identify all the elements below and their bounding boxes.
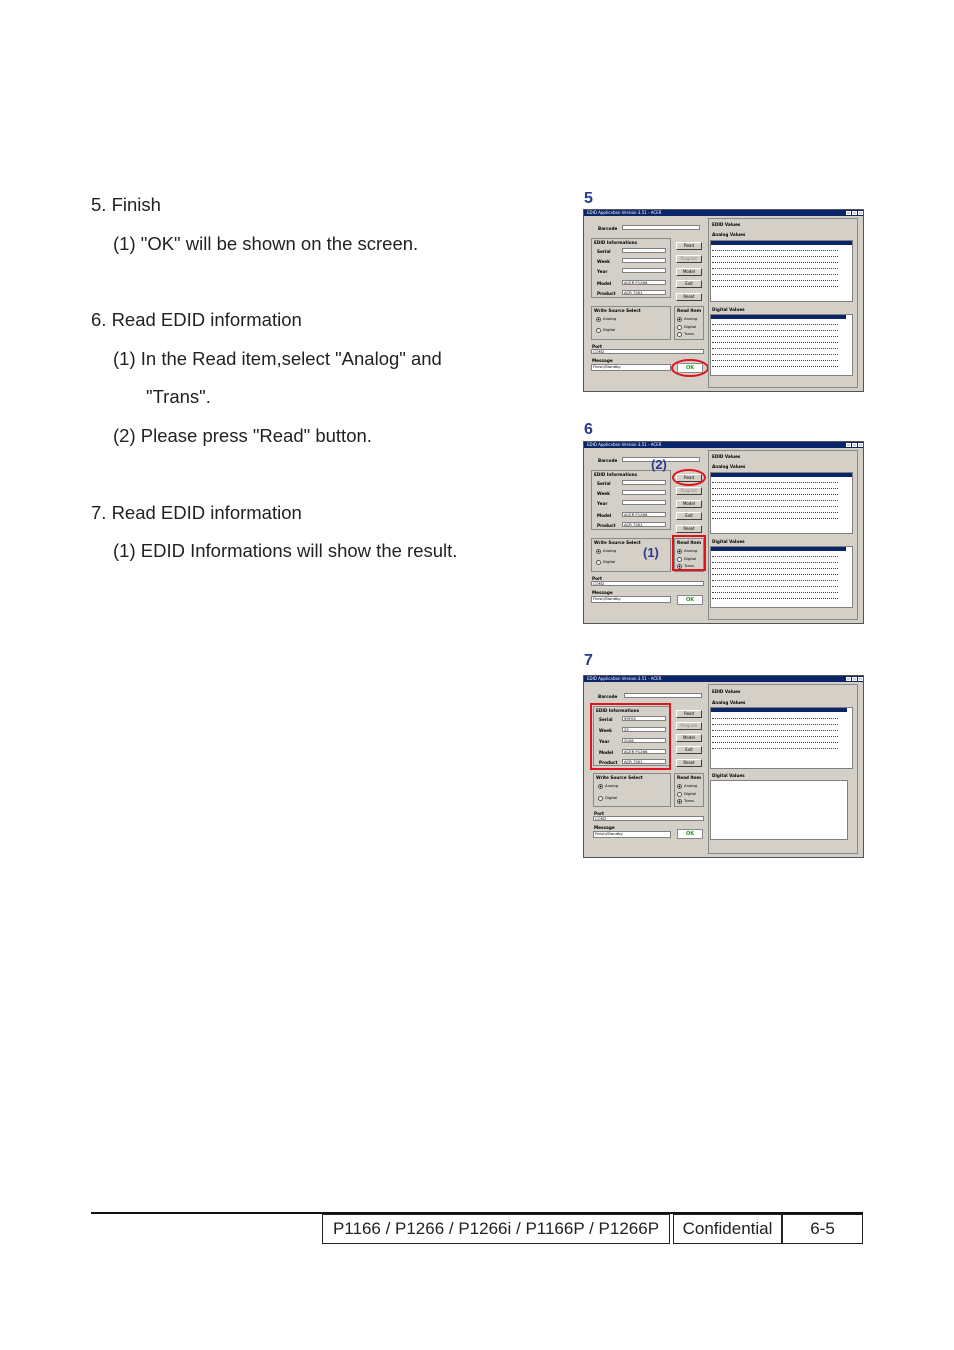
- digital-values-label: Digital Values: [712, 539, 745, 544]
- model-label: Model: [597, 281, 612, 286]
- edid-info-highlight-rect: [590, 703, 671, 770]
- analog-hex-header: [711, 241, 852, 245]
- hex-row: [712, 262, 838, 265]
- edid-values-label: EDID Values: [712, 689, 741, 694]
- hex-row: [712, 274, 838, 277]
- analog-hex-header: [711, 708, 847, 712]
- step5-item1: (1) "OK" will be shown on the screen.: [113, 233, 419, 254]
- read-item-label: Read Item: [677, 775, 702, 780]
- callout-2: (2): [651, 457, 667, 472]
- digital-values-label: Digital Values: [712, 307, 745, 312]
- ok-indicator: OK: [677, 363, 703, 373]
- model-field: ACER P1266: [622, 512, 666, 517]
- hex-row: [712, 518, 838, 521]
- read-highlight-oval: [672, 469, 706, 486]
- model-button[interactable]: Model: [676, 734, 702, 742]
- year-field: [622, 500, 666, 505]
- message-field: Finish/Standby: [593, 831, 671, 838]
- close-icon: [858, 443, 863, 447]
- week-label: Week: [597, 259, 610, 264]
- edid-values-label: EDID Values: [712, 454, 741, 459]
- digital-radio[interactable]: Digital: [598, 795, 617, 801]
- model-button[interactable]: Model: [676, 268, 702, 276]
- product-field: ACR 7001: [622, 522, 666, 527]
- digital-hex-grid: [710, 780, 848, 840]
- serial-label: Serial: [599, 717, 613, 722]
- step6-item1-line1: (1) In the Read item,select "Analog" and: [113, 348, 442, 369]
- hex-row: [712, 250, 838, 253]
- read-analog-radio[interactable]: Analog: [677, 548, 697, 554]
- write-source-label: Write Source Select: [594, 540, 641, 545]
- analog-values-label: Analog Values: [712, 700, 746, 705]
- reset-button[interactable]: Reset: [676, 759, 702, 767]
- reset-button[interactable]: Reset: [676, 293, 702, 301]
- hex-row: [712, 580, 838, 583]
- write-source-label: Write Source Select: [596, 775, 643, 780]
- figure-5-number: 5: [584, 190, 593, 207]
- program-button[interactable]: Program: [676, 487, 702, 495]
- exit-button[interactable]: Exit: [676, 280, 702, 288]
- read-button[interactable]: Read: [676, 710, 702, 718]
- barcode-label: Barcode: [598, 458, 618, 463]
- minimize-icon: [846, 211, 851, 215]
- window-titlebar: EDID Application Version:3.51 - ACER: [584, 676, 863, 682]
- hex-row: [712, 256, 838, 259]
- barcode-input: [624, 693, 702, 698]
- year-label: Year: [597, 501, 608, 506]
- hex-row: [712, 742, 838, 745]
- barcode-label: Barcode: [598, 226, 618, 231]
- hex-row: [712, 286, 838, 289]
- analog-radio[interactable]: Analog: [596, 548, 616, 554]
- hex-row: [712, 574, 838, 577]
- analog-values-label: Analog Values: [712, 464, 746, 469]
- year-field: [622, 268, 666, 273]
- step7-heading: 7. Read EDID information: [91, 502, 302, 523]
- serial-label: Serial: [597, 249, 611, 254]
- hex-row: [712, 736, 838, 739]
- week-field: 25: [622, 727, 666, 732]
- hex-row: [712, 748, 838, 751]
- footer-confidential: Confidential: [673, 1214, 782, 1244]
- hex-row: [712, 348, 838, 351]
- serial-field: [622, 480, 666, 485]
- hex-row: [712, 592, 838, 595]
- window-titlebar: EDID Application Version:3.51 - ACER: [584, 442, 863, 448]
- week-label: Week: [599, 728, 612, 733]
- port-label: Port: [592, 344, 603, 349]
- message-label: Message: [592, 590, 613, 595]
- hex-row: [712, 330, 838, 333]
- digital-values-label: Digital Values: [712, 773, 745, 778]
- analog-radio[interactable]: Analog: [596, 316, 616, 322]
- screenshot-5: [583, 209, 864, 392]
- maximize-icon: [852, 677, 857, 681]
- analog-radio[interactable]: Analog: [598, 783, 618, 789]
- week-label: Week: [597, 491, 610, 496]
- year-field: 2008: [622, 738, 666, 743]
- exit-button[interactable]: Exit: [676, 512, 702, 520]
- program-button[interactable]: Program: [676, 722, 702, 730]
- serial-label: Serial: [597, 481, 611, 486]
- hex-row: [712, 488, 838, 491]
- serial-field: 99F05: [622, 716, 666, 721]
- close-icon: [858, 677, 863, 681]
- message-label: Message: [594, 825, 615, 830]
- edid-info-label: EDID Informations: [594, 472, 638, 477]
- read-item-label: Read Item: [677, 540, 702, 545]
- step6-item1-line2: "Trans".: [146, 386, 211, 407]
- hex-row: [712, 482, 838, 485]
- message-field: Finish/Standby: [591, 596, 671, 603]
- hex-row: [712, 724, 838, 727]
- digital-hex-header: [711, 547, 846, 551]
- step6-item2: (2) Please press "Read" button.: [113, 425, 372, 446]
- read-digital-radio[interactable]: Digital: [677, 556, 696, 562]
- callout-1: (1): [643, 545, 659, 560]
- product-field: ACR 7001: [622, 759, 666, 764]
- week-field: [622, 258, 666, 263]
- digital-radio[interactable]: Digital: [596, 559, 615, 565]
- read-analog-radio[interactable]: Analog: [677, 783, 697, 789]
- maximize-icon: [852, 211, 857, 215]
- ok-highlight-oval: [671, 359, 709, 377]
- model-label: Model: [597, 513, 612, 518]
- figure-6-number: 6: [584, 421, 593, 438]
- message-field: Finish/Standby: [591, 364, 671, 371]
- product-label: Product: [597, 523, 616, 528]
- port-label: Port: [592, 576, 603, 581]
- window-titlebar: EDID Application Version:3.51 - ACER: [584, 210, 863, 216]
- barcode-input: [622, 225, 700, 230]
- read-digital-radio[interactable]: Digital: [677, 324, 696, 330]
- write-source-label: Write Source Select: [594, 308, 641, 313]
- step5-heading: 5. Finish: [91, 194, 161, 215]
- hex-row: [712, 342, 838, 345]
- port-select[interactable]: COM2: [591, 349, 704, 354]
- edid-info-label: EDID Informations: [594, 240, 638, 245]
- hex-row: [712, 718, 838, 721]
- port-select[interactable]: COM2: [593, 816, 704, 821]
- hex-row: [712, 494, 838, 497]
- product-field: ACR 7001: [622, 290, 666, 295]
- figure-7-number: 7: [584, 652, 593, 669]
- exit-button[interactable]: Exit: [676, 746, 702, 754]
- hex-row: [712, 336, 838, 339]
- model-button[interactable]: Model: [676, 500, 702, 508]
- screenshot-7: [583, 675, 864, 858]
- hex-row: [712, 366, 838, 369]
- edid-info-label: EDID Informations: [596, 708, 640, 713]
- message-label: Message: [592, 358, 613, 363]
- minimize-icon: [846, 443, 851, 447]
- hex-row: [712, 354, 838, 357]
- product-label: Product: [597, 291, 616, 296]
- read-trans-radio[interactable]: Trans: [677, 798, 694, 804]
- year-label: Year: [599, 739, 610, 744]
- hex-row: [712, 506, 838, 509]
- read-trans-radio[interactable]: Trans: [677, 563, 694, 569]
- model-field: ACER P1266: [622, 749, 666, 754]
- hex-row: [712, 556, 838, 559]
- week-field: [622, 490, 666, 495]
- port-select[interactable]: COM2: [591, 581, 704, 586]
- minimize-icon: [846, 677, 851, 681]
- hex-row: [712, 512, 838, 515]
- screenshot-6: [583, 441, 864, 624]
- digital-radio[interactable]: Digital: [596, 327, 615, 333]
- digital-hex-header: [711, 315, 846, 319]
- read-item-label: Read Item: [677, 308, 702, 313]
- analog-values-label: Analog Values: [712, 232, 746, 237]
- edid-values-label: EDID Values: [712, 222, 741, 227]
- model-label: Model: [599, 750, 614, 755]
- hex-row: [712, 280, 838, 283]
- hex-row: [712, 360, 838, 363]
- serial-field: [622, 248, 666, 253]
- close-icon: [858, 211, 863, 215]
- footer-models: P1166 / P1266 / P1266i / P1166P / P1266P: [322, 1214, 670, 1244]
- read-item-highlight-rect: [672, 535, 706, 571]
- read-button[interactable]: Read: [676, 242, 702, 250]
- hex-row: [712, 598, 838, 601]
- hex-row: [712, 730, 838, 733]
- step6-heading: 6. Read EDID information: [91, 309, 302, 330]
- analog-hex-header: [711, 473, 852, 477]
- ok-indicator: OK: [677, 595, 703, 605]
- ok-indicator: OK: [677, 829, 703, 839]
- maximize-icon: [852, 443, 857, 447]
- hex-row: [712, 500, 838, 503]
- hex-row: [712, 268, 838, 271]
- step7-item1: (1) EDID Informations will show the result.: [113, 540, 458, 561]
- hex-row: [712, 562, 838, 565]
- barcode-label: Barcode: [598, 694, 618, 699]
- program-button[interactable]: Program: [676, 255, 702, 263]
- hex-row: [712, 568, 838, 571]
- product-label: Product: [599, 760, 618, 765]
- port-label: Port: [594, 811, 605, 816]
- footer-page-number: 6-5: [782, 1214, 863, 1244]
- read-digital-radio[interactable]: Digital: [677, 791, 696, 797]
- model-field: ACER P1266: [622, 280, 666, 285]
- reset-button[interactable]: Reset: [676, 525, 702, 533]
- hex-row: [712, 324, 838, 327]
- year-label: Year: [597, 269, 608, 274]
- read-trans-radio[interactable]: Trans: [677, 331, 694, 337]
- hex-row: [712, 586, 838, 589]
- read-analog-radio[interactable]: Analog: [677, 316, 697, 322]
- read-button[interactable]: Read: [676, 474, 702, 482]
